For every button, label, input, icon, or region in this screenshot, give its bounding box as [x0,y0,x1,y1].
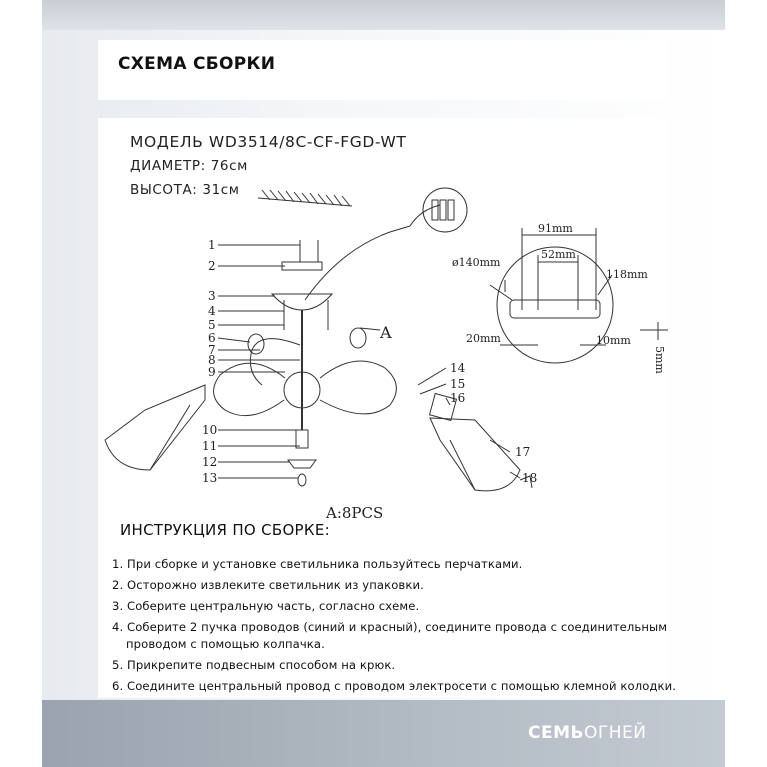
brand-bold: СЕМЬ [528,723,584,743]
dim-118mm: 118mm [606,268,648,281]
part-num-12: 12 [202,455,218,469]
page-title: СХЕМА СБОРКИ [118,54,276,74]
left-shade [105,385,205,470]
instruction-step-5: 5. Прикрепите подвесным способом на крюк. [112,658,396,672]
instructions-heading: ИНСТРУКЦИЯ ПО СБОРКЕ: [120,521,330,539]
part-num-8: 8 [208,353,216,367]
bulb-right [350,328,366,348]
height-value: 31см [202,182,240,198]
part-num-3: 3 [208,289,216,303]
dim-5mm: 5mm [653,346,666,374]
instruction-step-6: 6. Соедините центральный провод с проводом электросети с помощью клемной колодки. [112,679,677,693]
part-num-1: 1 [208,238,216,252]
instruction-step-3: 3. Соберите центральную часть, согласно схеме. [112,599,420,613]
instruction-step-4: 4. Соберите 2 пучка проводов (синий и красный), соедините провода с соединительным [112,620,668,634]
part-num-17: 17 [515,445,531,459]
part-num-9: 9 [208,365,216,379]
instruction-step-4-continued: проводом с помощью колпачка. [126,637,325,651]
ceiling-hatch [258,190,352,206]
upper-arm [305,226,410,300]
diameter-label: ДИАМЕТР: [130,158,206,174]
dim-10mm: 10mm [596,334,631,347]
part-num-5: 5 [208,318,216,332]
part-num-13: 13 [202,471,218,485]
part-num-18: 18 [522,471,538,485]
part-num-10: 10 [202,423,218,437]
dim-91mm: 91mm [538,222,573,235]
part-num-7: 7 [208,343,216,357]
dim-20mm: 20mm [466,332,501,345]
part-num-6: 6 [208,331,216,345]
canopy [272,294,332,310]
part-num-11: 11 [202,439,218,453]
detail-label-a: A [380,323,392,342]
part-num-14: 14 [450,361,466,375]
quantity-label: A:8PCS [326,504,384,522]
detail-callout [423,188,467,232]
brand-light: ОГНЕЙ [583,723,647,743]
model-label: МОДЕЛЬ [130,133,204,151]
mount-plate [282,262,322,270]
instruction-step-2: 2. Осторожно извлеките светильник из упаковки. [112,578,424,592]
part-num-16: 16 [450,391,466,405]
dim-140mm: ø140mm [452,256,501,269]
right-shade [430,418,520,491]
part-num-15: 15 [450,377,466,391]
model-value: WD3514/8C-CF-FGD-WT [208,133,407,151]
part-num-4: 4 [208,304,216,318]
brand-logo [528,723,646,743]
part-num-2: 2 [208,259,216,273]
dim-52mm: 52mm [541,248,576,261]
diameter-value: 76см [210,158,248,174]
height-label: ВЫСОТА: [130,182,198,198]
instruction-step-1: 1. При сборке и установке светильника пользуйтесь перчатками. [112,557,523,571]
right-arm [320,361,396,414]
left-arm [214,363,285,415]
